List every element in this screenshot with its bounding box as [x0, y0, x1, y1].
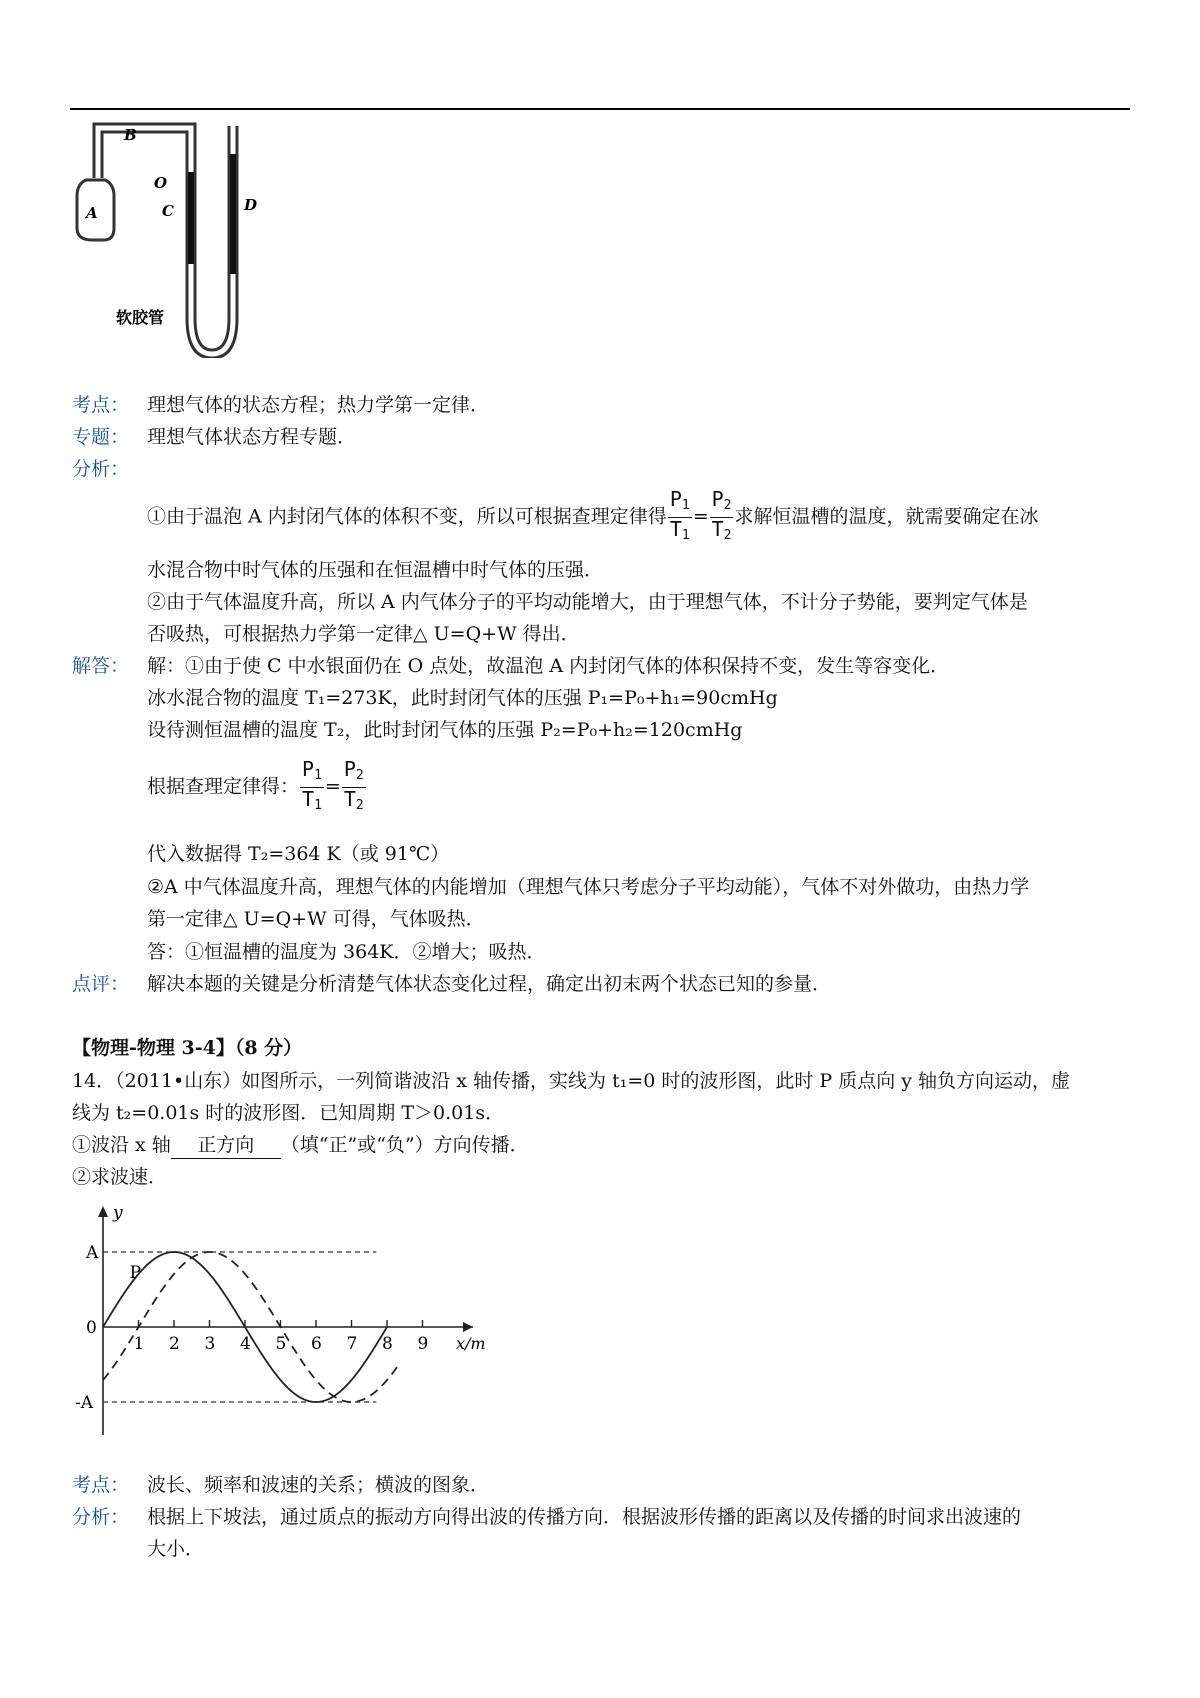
q13-jieda-line4: 根据查理定律得： $\frac{P_1}{T_1}$ = $\frac{P_2}{T_2}$ [147, 758, 367, 817]
q13-jieda-line3: 设待测恒温槽的温度 T₂，此时封闭气体的压强 P₂=P₀+h₂=120cmHg [147, 719, 743, 741]
y-tick-label: 0 [86, 1318, 97, 1338]
label-O: O [154, 174, 168, 192]
q14-fenxi: 分析： 根据上下坡法，通过质点的振动方向得出波的传播方向．根据波形传播的距离以及传播的时间求出波速的 [72, 1506, 1022, 1528]
fraction-p2-t2-b: $\frac{P_2}{T_2}$ [343, 757, 364, 813]
q14-fenxi-line2: 大小． [147, 1538, 205, 1560]
x-tick-label: 5 [275, 1334, 287, 1354]
x-tick-label: 4 [240, 1334, 251, 1354]
q14-heading: 【物理-物理 3-4】（8 分） [72, 1037, 303, 1059]
q14-line2: 线为 t₂=0.01s 时的波形图．已知周期 T＞0.01s． [72, 1102, 505, 1124]
q13-jieda: 解答： 解：①由于使 C 中水银面仍在 O 点处，故温泡 A 内封闭气体的体积保持不变，发生等容变化． [72, 655, 950, 677]
q13-kaodian: 考点： 理想气体的状态方程；热力学第一定律． [72, 394, 490, 416]
y-axis-label: y [113, 1203, 123, 1223]
q14-line3: ①波沿 x 轴 正方向 （填“正”或“负”）方向传播． [72, 1132, 529, 1159]
q13-jieda-line2: 冰水混合物的温度 T₁=273K，此时封闭气体的压强 P₁=P₀+h₁=90cmHg [147, 687, 778, 709]
x-tick-label: 6 [311, 1334, 322, 1354]
q13-zhuanti: 专题： 理想气体状态方程专题． [72, 426, 357, 448]
answer-blank: 正方向 [171, 1132, 281, 1159]
q14-line1: 14．（2011•山东）如图所示，一列简谐波沿 x 轴传播，实线为 t₁=0 时的波形图，此时 P 质点向 y 轴负方向运动，虚 [72, 1070, 1071, 1092]
q13-jieda-line6: ②A 中气体温度升高，理想气体的内能增加（理想气体只考虑分子平均动能），气体不对外做功，由热力学 [147, 876, 1030, 898]
x-axis-arrow [463, 1322, 473, 1332]
label-tube: 软胶管 [116, 308, 165, 327]
x-tick-label: 8 [382, 1334, 393, 1354]
label-D: D [244, 196, 258, 214]
q13-dianping: 点评： 解决本题的关键是分析清楚气体状态变化过程，确定出初末两个状态已知的参量． [72, 973, 832, 995]
fraction-p1-t1: $\frac{P_1}{T_1}$ [669, 487, 690, 543]
q13-fenxi-line1: ①由于温泡 A 内封闭气体的体积不变，所以可根据查理定律得 $\frac{P_1}{T_1}$ = $\frac{P_2}{T_2}$ 求解恒温槽的温度，就需要确定在冰 [147, 488, 1039, 547]
q13-fenxi-label: 分析： [72, 458, 130, 480]
q14-kaodian: 考点： 波长、频率和波速的关系；横波的图象． [72, 1474, 490, 1496]
x-tick-label: 7 [346, 1334, 358, 1354]
x-tick-label: 3 [204, 1334, 216, 1354]
apparatus-diagram [72, 118, 272, 358]
x-tick-label: 9 [417, 1334, 429, 1354]
x-axis-label: x/m [456, 1334, 486, 1353]
y-axis-arrow [98, 1206, 108, 1217]
label-C: C [162, 202, 174, 220]
q13-fenxi-line3: ②由于气体温度升高，所以 A 内气体分子的平均动能增大，由于理想气体，不计分子势能，要判定气体是 [147, 591, 1028, 613]
mercury-D [230, 154, 236, 274]
label-A: A [86, 204, 98, 222]
x-tick-label: 1 [133, 1334, 145, 1354]
mercury-C [188, 172, 194, 264]
fraction-p1-t1-b: $\frac{P_1}{T_1}$ [302, 757, 322, 813]
q13-fenxi-line2: 水混合物中时气体的压强和在恒温槽中时气体的压强． [147, 559, 604, 581]
y-tick-label: -A [75, 1393, 94, 1413]
fraction-p2-t2: $\frac{P_2}{T_2}$ [711, 487, 732, 543]
q13-jieda-line5: 代入数据得 T₂=364 K（或 91℃） [147, 843, 450, 865]
y-tick-label: A [86, 1243, 99, 1263]
q13-jieda-line7: 第一定律△ U=Q+W 可得，气体吸热． [147, 908, 485, 930]
q13-fenxi-line4: 否吸热，可根据热力学第一定律△ U=Q+W 得出． [147, 623, 580, 645]
q14-line4: ②求波速． [72, 1166, 168, 1188]
x-tick-label: 2 [169, 1334, 180, 1354]
q13-jieda-line8: 答：①恒温槽的温度为 364K．②增大；吸热． [147, 941, 546, 963]
point-P-label: P [129, 1262, 142, 1283]
wave-chart [70, 1200, 520, 1450]
top-rule [70, 108, 1130, 110]
label-B: B [124, 126, 137, 144]
